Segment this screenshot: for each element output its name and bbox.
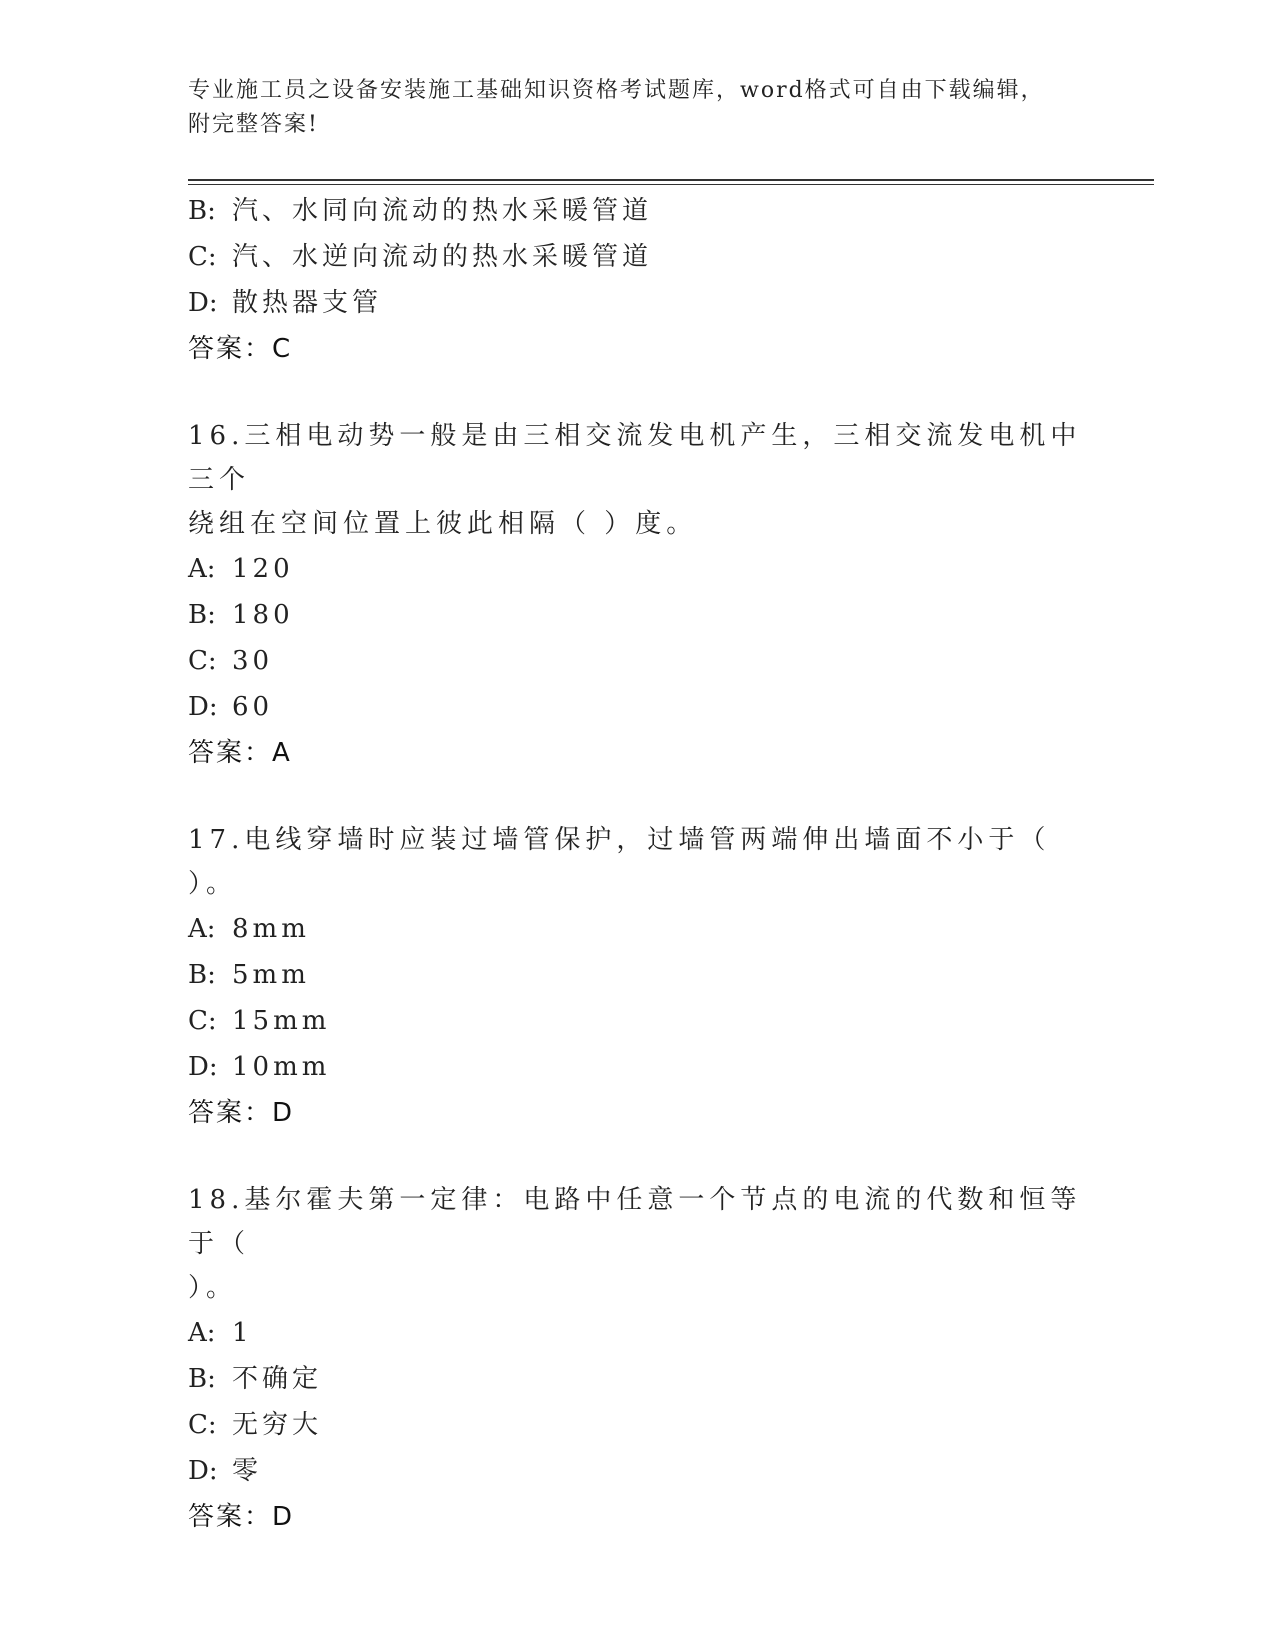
option-letter: B:: [188, 196, 216, 226]
option-c: [188, 1402, 1088, 1448]
option-letter: D:: [188, 288, 218, 318]
option-letter: B:: [188, 960, 216, 990]
option-letter: C:: [188, 1410, 217, 1440]
option-a: [188, 546, 1088, 592]
option-a: [188, 1310, 1088, 1356]
option-text: 5mm: [232, 960, 310, 990]
option-text: 10mm: [232, 1052, 331, 1082]
option-c: [188, 638, 1088, 684]
answer-line: 答案：D: [188, 1098, 295, 1128]
option-text: 180: [232, 600, 294, 630]
question-stem-line: 17.电线穿墙时应装过墙管保护，过墙管两端伸出墙面不小于（ ）。: [188, 825, 1051, 899]
option-text: 不确定: [232, 1364, 323, 1394]
option-text: 30: [232, 646, 274, 676]
question-stem-line: 16.三相电动势一般是由三相交流发电机产生，三相交流发电机中三个: [188, 421, 1082, 495]
option-text: 1: [232, 1318, 253, 1348]
document-header: [188, 74, 1088, 142]
option-text: 15mm: [232, 1006, 331, 1036]
option-text: 60: [232, 692, 274, 722]
option-letter: C:: [188, 242, 217, 272]
option-b: [188, 592, 1088, 638]
answer-line: 答案：C: [188, 334, 293, 364]
option-letter: A:: [188, 914, 216, 944]
option-d: [188, 684, 1088, 730]
option-text: 无穷大: [232, 1410, 323, 1440]
option-c: [188, 998, 1088, 1044]
option-d: [188, 1044, 1088, 1090]
answer-line: 答案：D: [188, 1502, 295, 1532]
question-content: [188, 188, 1088, 1540]
option-letter: A:: [188, 554, 216, 584]
question-16-block: [188, 414, 1088, 776]
option-text: 8mm: [232, 914, 310, 944]
option-text: 120: [232, 554, 294, 584]
question-17-stem: [188, 818, 1088, 906]
option-letter: D:: [188, 1052, 218, 1082]
option-letter: B:: [188, 600, 216, 630]
option-letter: B:: [188, 1364, 216, 1394]
question-stem-line: 18.基尔霍夫第一定律：电路中任意一个节点的电流的代数和恒等于（: [188, 1185, 1082, 1259]
option-a: [188, 906, 1088, 952]
header-line-2: 附完整答案!: [188, 112, 319, 137]
question-16-stem: [188, 414, 1088, 546]
option-text: 散热器支管: [232, 288, 383, 318]
option-d: [188, 1448, 1088, 1494]
option-text: 汽、水同向流动的热水采暖管道: [232, 196, 653, 226]
question-stem-line: 绕组在空间位置上彼此相隔（ ）度。: [188, 509, 698, 539]
question-18-stem: [188, 1178, 1088, 1310]
header-divider: [188, 179, 1154, 181]
option-letter: D:: [188, 1456, 218, 1486]
option-text: 汽、水逆向流动的热水采暖管道: [232, 242, 653, 272]
question-stem-line: ）。: [188, 1273, 238, 1303]
prev-question-block: [188, 188, 1088, 372]
option-b: [188, 952, 1088, 998]
option-d: [188, 280, 1088, 326]
header-divider-secondary: [188, 184, 1154, 185]
option-text: 零: [232, 1456, 263, 1486]
option-c: [188, 234, 1088, 280]
option-letter: C:: [188, 1006, 217, 1036]
question-18-block: [188, 1178, 1088, 1540]
option-letter: A:: [188, 1318, 216, 1348]
option-b: [188, 188, 1088, 234]
answer-line: 答案：A: [188, 738, 292, 768]
option-letter: D:: [188, 692, 218, 722]
header-line-1: 专业施工员之设备安装施工基础知识资格考试题库，word格式可自由下载编辑，: [188, 78, 1045, 103]
option-b: [188, 1356, 1088, 1402]
question-17-block: [188, 818, 1088, 1136]
option-letter: C:: [188, 646, 217, 676]
